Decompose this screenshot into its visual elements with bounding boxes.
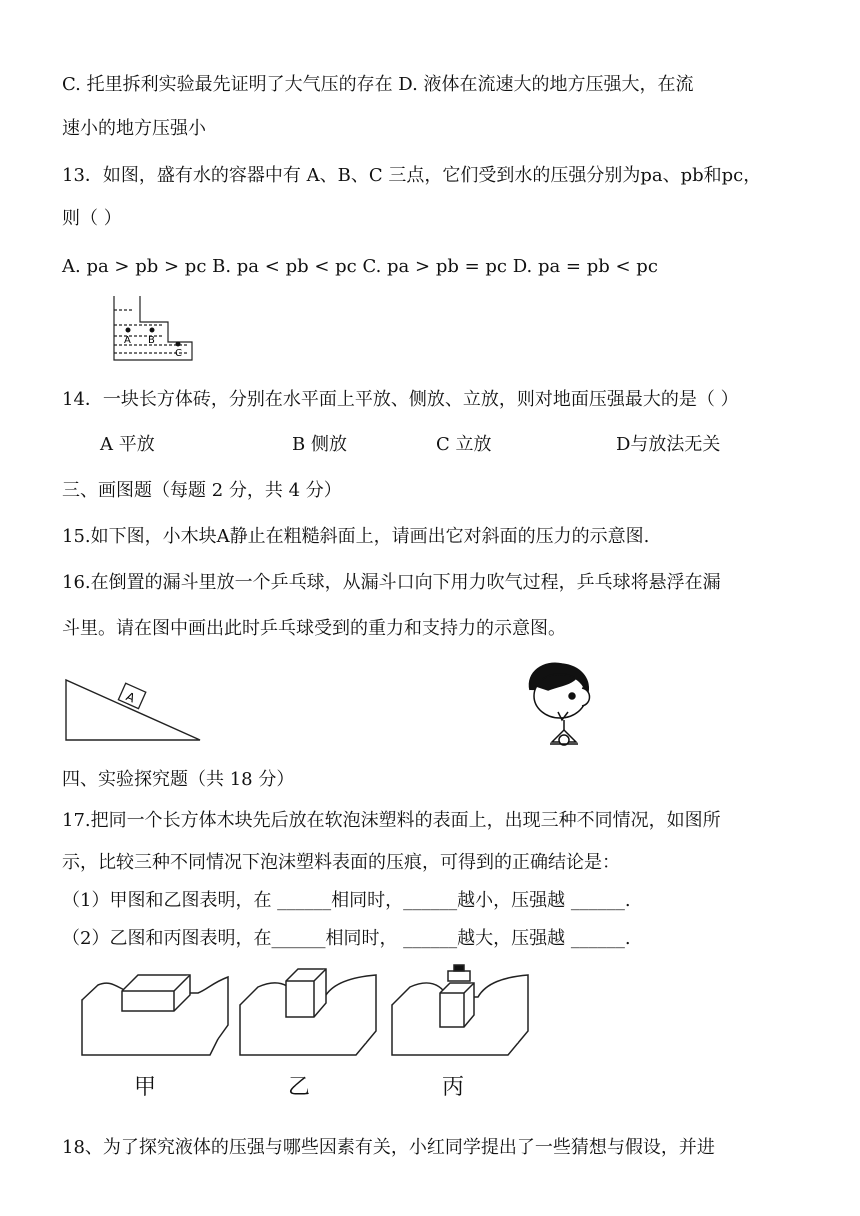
q16-stem-line1: 16.在倒置的漏斗里放一个乒乓球，从漏斗口向下用力吹气过程，乒乓球将悬浮在漏 — [62, 572, 721, 593]
foam-bing — [392, 965, 528, 1055]
q14-option-d: D与放法无关 — [616, 434, 721, 455]
label-c: C — [175, 348, 182, 359]
q17-sub2: （2）乙图和丙图表明，在______相同时， ______越大，压强越 ______. — [62, 928, 631, 949]
weight — [448, 971, 470, 981]
funnel-blowing-figure — [518, 660, 600, 750]
foam-jia — [82, 975, 228, 1055]
q13-options: A. pa > pb > pc B. pa < pb < pc C. pa > pb = pc D. pa = pb < pc — [62, 256, 658, 277]
q14-option-c: C 立放 — [436, 434, 492, 455]
q16-stem-line2: 斗里。请在图中画出此时乒乓球受到的重力和支持力的示意图。 — [62, 618, 566, 639]
section4-heading: 四、实验探究题（共 18 分） — [62, 769, 295, 790]
q18-stem-line1: 18、为了探究液体的压强与哪些因素有关，小红同学提出了一些猜想与假设，并进 — [62, 1137, 715, 1158]
q13-container-figure — [108, 292, 198, 367]
q15-stem: 15.如下图，小木块A静止在粗糙斜面上，请画出它对斜面的压力的示意图. — [62, 526, 650, 547]
caption-bing: 丙 — [442, 1075, 465, 1100]
q17-stem-line1: 17.把同一个长方体木块先后放在软泡沫塑料的表面上，出现三种不同情况，如图所 — [62, 810, 721, 831]
label-a: A — [124, 335, 131, 346]
q13-stem-line2: 则（ ） — [62, 208, 122, 229]
q14-option-b: B 侧放 — [292, 434, 347, 455]
foam-yi — [240, 969, 376, 1055]
block-a-label: A — [123, 689, 138, 706]
q12-line2: 速小的地方压强小 — [62, 118, 206, 139]
q17-stem-line2: 示，比较三种不同情况下泡沫塑料表面的压痕，可得到的正确结论是： — [62, 852, 620, 873]
q14-option-a: A 平放 — [100, 434, 155, 455]
q13-stem-line1: 13．如图，盛有水的容器中有 A、B、C 三点，它们受到水的压强分别为pa、pb和pc， — [62, 165, 762, 186]
label-b: B — [148, 335, 155, 346]
eye — [569, 693, 575, 699]
incline-figure — [60, 672, 210, 747]
caption-yi: 乙 — [288, 1075, 311, 1100]
q12-line1: C. 托里拆利实验最先证明了大气压的存在 D. 液体在流速大的地方压强大，在流 — [62, 74, 694, 95]
q14-stem: 14．一块长方体砖，分别在水平面上平放、侧放、立放，则对地面压强最大的是（ ） — [62, 389, 739, 410]
q17-sub1: （1）甲图和乙图表明，在 ______相同时，______越小，压强越 ______. — [62, 890, 631, 911]
section3-heading: 三、画图题（每题 2 分，共 4 分） — [62, 480, 342, 501]
foam-figures — [78, 955, 538, 1065]
point-b — [150, 328, 155, 333]
point-c — [176, 342, 181, 347]
point-a — [126, 328, 131, 333]
caption-jia: 甲 — [134, 1075, 157, 1100]
